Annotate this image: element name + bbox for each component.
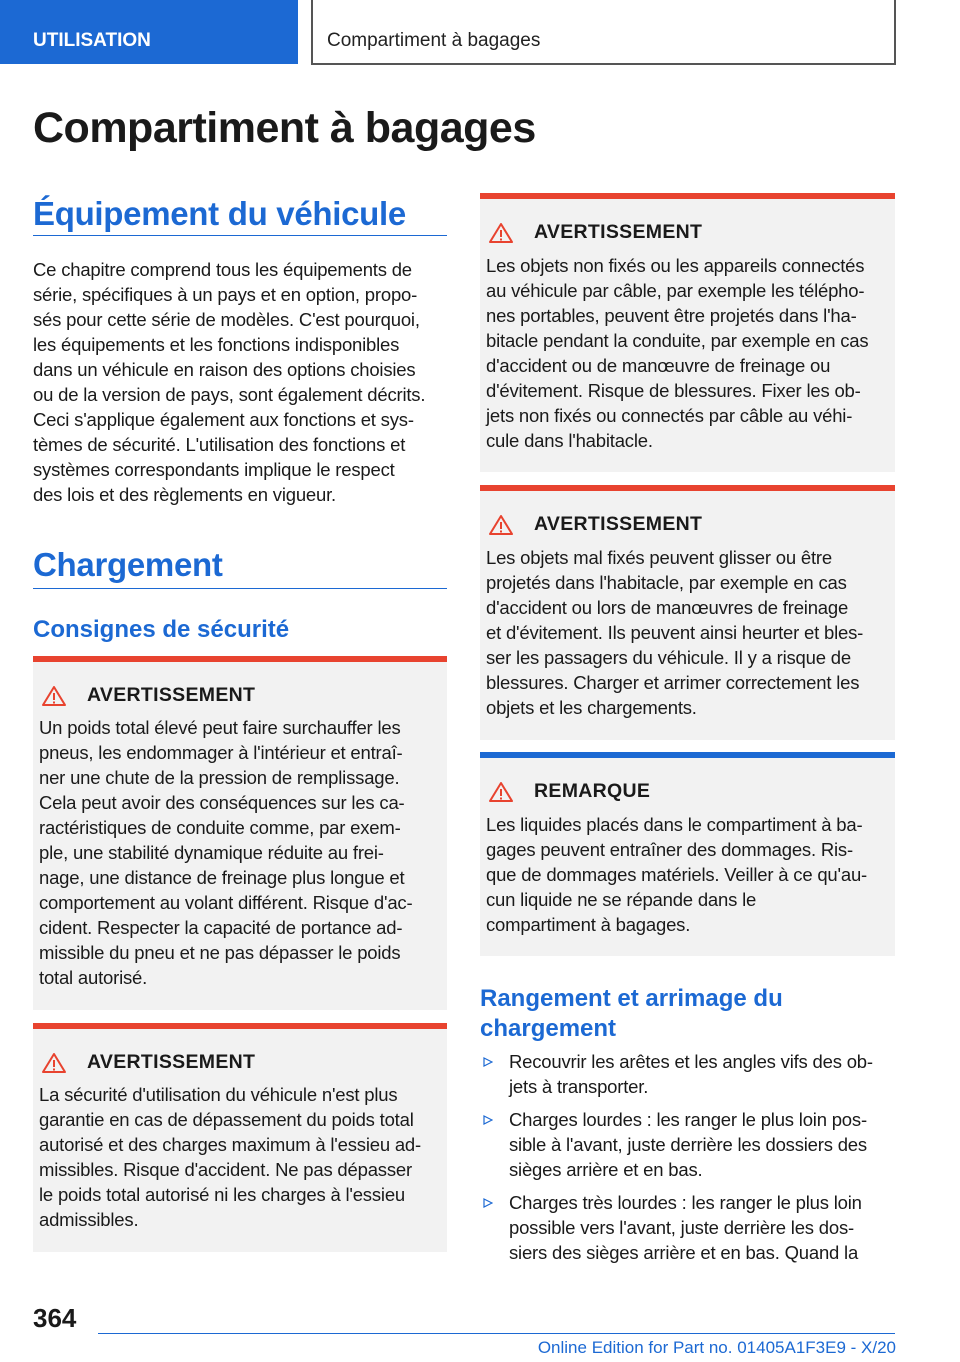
note-box [480,752,895,956]
text-line: les équipements et les fonctions indisponibles [33,334,400,355]
text-line: comportement au volant différent. Risque d'ac- [39,892,413,913]
text-line: ner une chute de la pression de remplissage. [39,767,400,788]
text-line: d'accident ou de manœuvre de freinage ou [486,355,831,376]
warning-bar [480,485,895,491]
warning-header [488,221,702,244]
section-tab [0,0,298,64]
text-line: bitacle pendant la conduite, par exemple en cas [486,330,869,351]
text-line: Recouvrir les arêtes et les angles vifs des ob- [509,1051,873,1072]
warning-bar [33,656,447,662]
warning-box [480,485,895,740]
warning-label: AVERTISSEMENT [534,513,703,535]
text-line: autorisé et des charges maximum à l'essieu ad- [39,1134,421,1155]
text-line: admissibles. [39,1209,139,1230]
warning-header [41,684,255,707]
page-number: 364 [33,1303,77,1333]
text-line: sible à l'avant, juste derrière les dossiers des [509,1134,867,1155]
text-line: blessures. Charger et arrimer correctement les [486,672,860,693]
text-line: Ceci s'applique également aux fonctions et sys- [33,409,414,430]
warning-text [486,545,863,720]
breadcrumb-label: Compartiment à bagages [327,30,541,51]
text-line: possible vers l'avant, juste derrière les dos- [509,1217,854,1238]
note-bar [480,752,895,758]
warning-triangle-icon [488,514,514,536]
page-title: Compartiment à bagages [33,104,536,152]
warning-triangle-icon [488,222,514,244]
text-line: pneus, les endommager à l'intérieur et entraî- [39,742,403,763]
triangle-bullet-icon [483,1057,493,1067]
edition-text: Online Edition for Part no. 01405A1F3E9 - X/20 [537,1338,896,1357]
triangle-bullet-icon [483,1198,493,1208]
text-line: cident. Respecter la capacité de portance ad- [39,917,403,938]
text-line: systèmes correspondants implique le respect [33,459,395,480]
text-line: Les objets non fixés ou les appareils connectés [486,255,865,276]
warning-triangle-icon [41,685,67,707]
equipment-heading-rule [33,235,447,236]
loading-heading: Chargement [33,546,223,583]
warning-box [480,193,895,472]
triangle-bullet-icon [483,1115,493,1125]
text-line: ou de la version de pays, sont également décrits. [33,384,426,405]
text-line: cun liquide ne se répande dans le [486,889,757,910]
list-item [481,1049,895,1099]
warning-label: AVERTISSEMENT [87,1051,256,1073]
list-item [481,1190,895,1265]
text-line: nes portables, peuvent être projetés dans l'ha- [486,305,857,326]
text-line: des lois et des règlements en vigueur. [33,484,336,505]
text-line: compartiment à bagages. [486,914,691,935]
text-line: sés pour cette série de modèles. C'est pourquoi, [33,309,420,330]
heading-line: Rangement et arrimage du [480,985,783,1012]
warning-text [39,1082,421,1232]
warning-header [488,513,702,536]
text-line: Ce chapitre comprend tous les équipements de [33,259,412,280]
text-line: Cela peut avoir des conséquences sur les ca- [39,792,405,813]
text-line: La sécurité d'utilisation du véhicule n'est plus [39,1084,398,1105]
warning-label: AVERTISSEMENT [534,221,703,243]
text-line: Un poids total élevé peut faire surchauffer les [39,717,401,738]
text-line: Les liquides placés dans le compartiment à ba- [486,814,863,835]
text-line: que de dommages matériels. Veiller à ce qu'au- [486,864,867,885]
text-line: le poids total autorisé ni les charges à l'essieu [39,1184,405,1205]
warning-triangle-icon [41,1052,67,1074]
warning-box [33,656,447,1010]
warning-header [41,1051,255,1074]
loading-heading-rule [33,588,447,589]
text-line: nage, une distance de freinage plus longue et [39,867,405,888]
warning-triangle-icon [488,781,514,803]
equipment-heading: Équipement du véhicule [33,195,406,232]
text-line: ser les passagers du véhicule. Il y a risque de [486,647,851,668]
heading-line: chargement [480,1015,617,1042]
text-line: gages peuvent entraîner des dommages. Ris- [486,839,853,860]
text-line: missibles. Risque d'accident. Ne pas dépasser [39,1159,412,1180]
text-line: au véhicule par câble, par exemple les télépho- [486,280,865,301]
warning-text [486,253,868,453]
equipment-paragraph [33,257,447,507]
text-line: garantie en cas de dépassement du poids total [39,1109,414,1130]
stowing-list [481,1049,895,1273]
text-line: dans un véhicule en raison des options choisies [33,359,416,380]
text-line: d'accident ou lors de manœuvres de freinage [486,597,849,618]
breadcrumb [311,0,896,65]
text-line: jets à transporter. [509,1076,649,1097]
text-line: projetés dans l'habitacle, par exemple en cas [486,572,847,593]
text-line: Charges très lourdes : les ranger le plus loin [509,1192,862,1213]
text-line: sièges arrière et en bas. [509,1159,703,1180]
note-header [488,780,650,803]
text-line: et d'évitement. Ils peuvent ainsi heurter et bles- [486,622,864,643]
list-item [481,1107,895,1182]
footer-rule [98,1333,895,1334]
text-line: série, spécifiques à un pays et en option, propo- [33,284,418,305]
safety-heading: Consignes de sécurité [33,616,290,643]
warning-bar [33,1023,447,1029]
text-line: objets et les chargements. [486,697,697,718]
text-line: ple, une stabilité dynamique réduite au frei- [39,842,384,863]
text-line: cule dans l'habitacle. [486,430,653,451]
note-label: REMARQUE [534,780,651,802]
warning-text [39,715,412,990]
text-line: missible du pneu et ne pas dépasser le poids [39,942,401,963]
text-line: siers des sièges arrière et en bas. Quand la [509,1242,859,1263]
text-line: Charges lourdes : les ranger le plus loin pos- [509,1109,867,1130]
text-line: tèmes de sécurité. L'utilisation des fonctions et [33,434,406,455]
note-text [486,812,867,937]
warning-bar [480,193,895,199]
warning-label: AVERTISSEMENT [87,684,256,706]
stowing-heading [480,984,783,1044]
text-line: ractéristiques de conduite comme, par exem- [39,817,401,838]
text-line: d'évitement. Risque de blessures. Fixer les ob- [486,380,861,401]
text-line: total autorisé. [39,967,148,988]
section-label: UTILISATION [33,30,151,51]
text-line: Les objets mal fixés peuvent glisser ou être [486,547,832,568]
warning-box [33,1023,447,1252]
text-line: jets non fixés ou connectés par câble au véhi- [486,405,853,426]
